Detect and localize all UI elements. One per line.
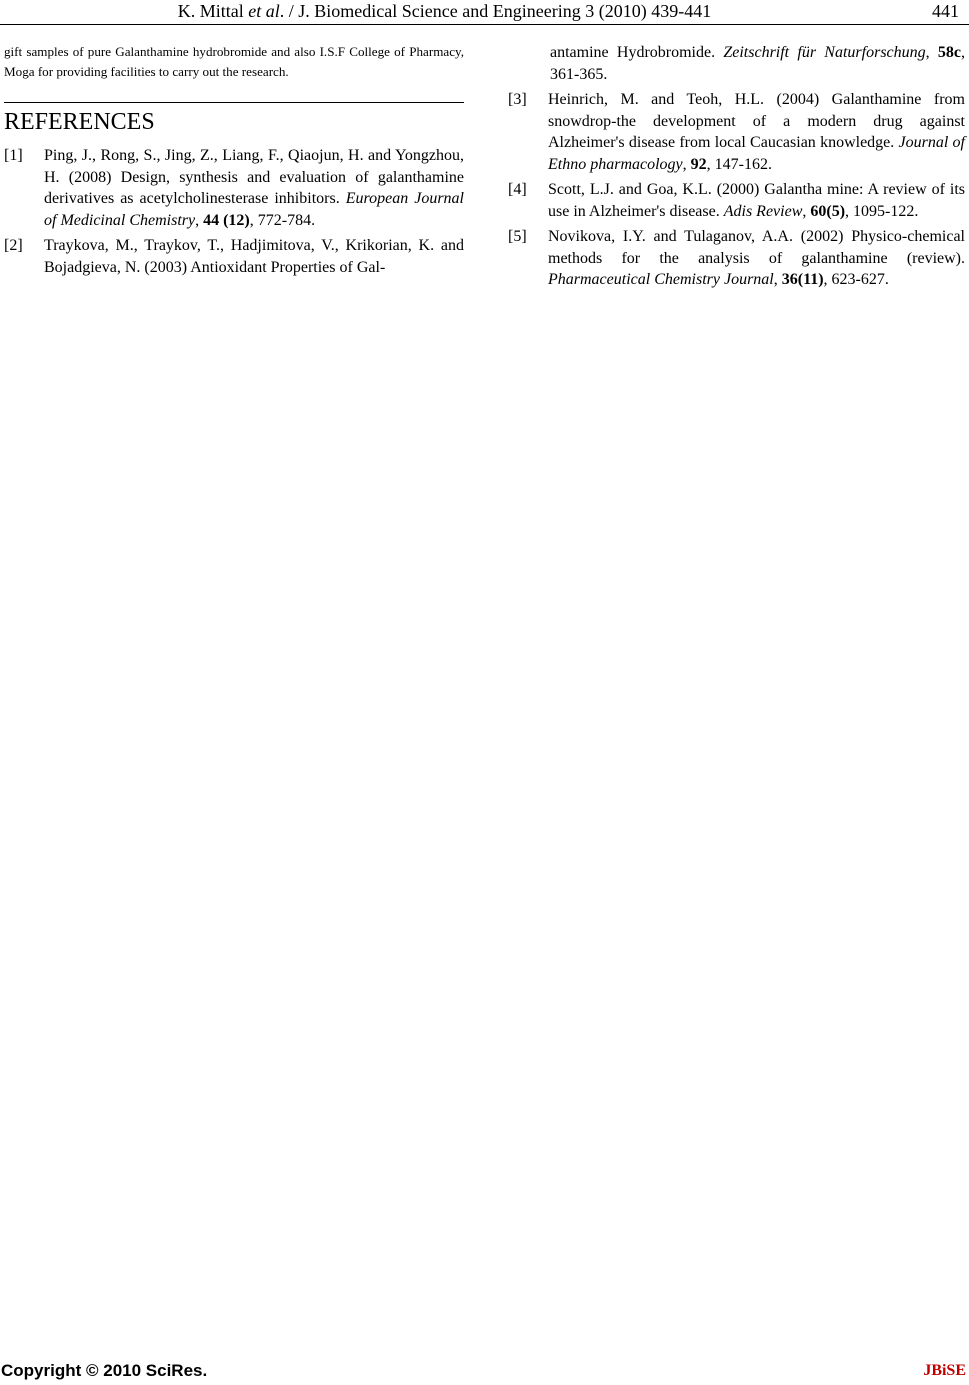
copyright-notice: Copyright © 2010 SciRes.: [1, 1361, 208, 1380]
reference-number: [4]: [508, 181, 527, 198]
reference-journal: European Journal of Medicinal Chemistry: [44, 190, 465, 229]
running-header: [0, 0, 969, 24]
reference-volume: 36(11): [781, 271, 824, 288]
left-column: [4, 42, 464, 278]
reference-text: Novikova, I.Y. and Tulaganov, A.A. (2002) Physico-chemical methods for the analysis of galanthamine (review). Pharmaceutical Chemistry Journal, 36(11), 623-627.: [548, 228, 965, 288]
reference-volume: 58c: [937, 44, 961, 61]
reference-number: [3]: [508, 91, 527, 108]
references-heading: REFERENCES: [4, 109, 155, 135]
header-authors: K. Mittal: [177, 1, 249, 21]
reference-journal: Journal of Ethno pharmacology: [548, 134, 966, 173]
reference-text: Scott, L.J. and Goa, K.L. (2000) Galantha mine: A review of its use in Alzheimer's disease. Adis Review, 60(5), 1095-122.: [548, 181, 965, 220]
reference-volume: 44 (12): [203, 211, 250, 229]
header-journal: . / J. Biomedical Science and Engineering 3 (2010) 439-441: [279, 1, 712, 21]
reference-item: [508, 89, 965, 175]
reference-item: [508, 226, 965, 291]
page-number: 441: [932, 1, 959, 21]
header-divider: [0, 24, 969, 25]
reference-journal: Zeitschrift für Naturforschung: [723, 44, 926, 61]
reference-volume: 92: [690, 155, 707, 173]
references-divider: [4, 102, 464, 103]
reference-text: Traykova, M., Traykov, T., Hadjimitova, V., Krikorian, K. and Bojadgieva, N. (2003) Antioxidant Properties of Gal-: [44, 237, 464, 276]
reference-number: [5]: [508, 228, 527, 245]
reference-item: [4, 235, 464, 278]
reference-item: [4, 145, 464, 231]
acknowledgement-text: gift samples of pure Galanthamine hydrobromide and also I.S.F College of Pharmacy, Moga for providing facilities to carry out the research.: [4, 44, 464, 79]
reference-text: Heinrich, M. and Teoh, H.L. (2004) Galanthamine from snowdrop-the development of a modern drug against Alzheimer's disease from local Caucasian knowledge. Journal of Ethno pharmacology, 92, 147-162.: [548, 91, 966, 173]
page-footer: [0, 1360, 969, 1385]
reference-continuation: antamine Hydrobromide. Zeitschrift für Naturforschung, 58c, 361-365.: [550, 44, 965, 83]
reference-text: Ping, J., Rong, S., Jing, Z., Liang, F., Qiaojun, H. and Yongzhou, H. (2008) Design, synthesis and evaluation of galanthamine derivatives as acetylcholinesterase inhibitors. European Journal of Medicinal Chemistry, 44 (12), 772-784.: [44, 147, 465, 229]
header-et-al: et al: [248, 1, 280, 21]
reference-journal: Adis Review: [723, 202, 803, 220]
running-title: [0, 0, 889, 22]
reference-number: [1]: [4, 147, 23, 164]
reference-volume: 60(5): [810, 202, 846, 220]
reference-number: [2]: [4, 237, 23, 254]
reference-item: [508, 179, 965, 222]
right-column: [508, 42, 965, 291]
reference-journal: Pharmaceutical Chemistry Journal: [548, 271, 774, 288]
journal-abbreviation: JBiSE: [923, 1362, 966, 1379]
